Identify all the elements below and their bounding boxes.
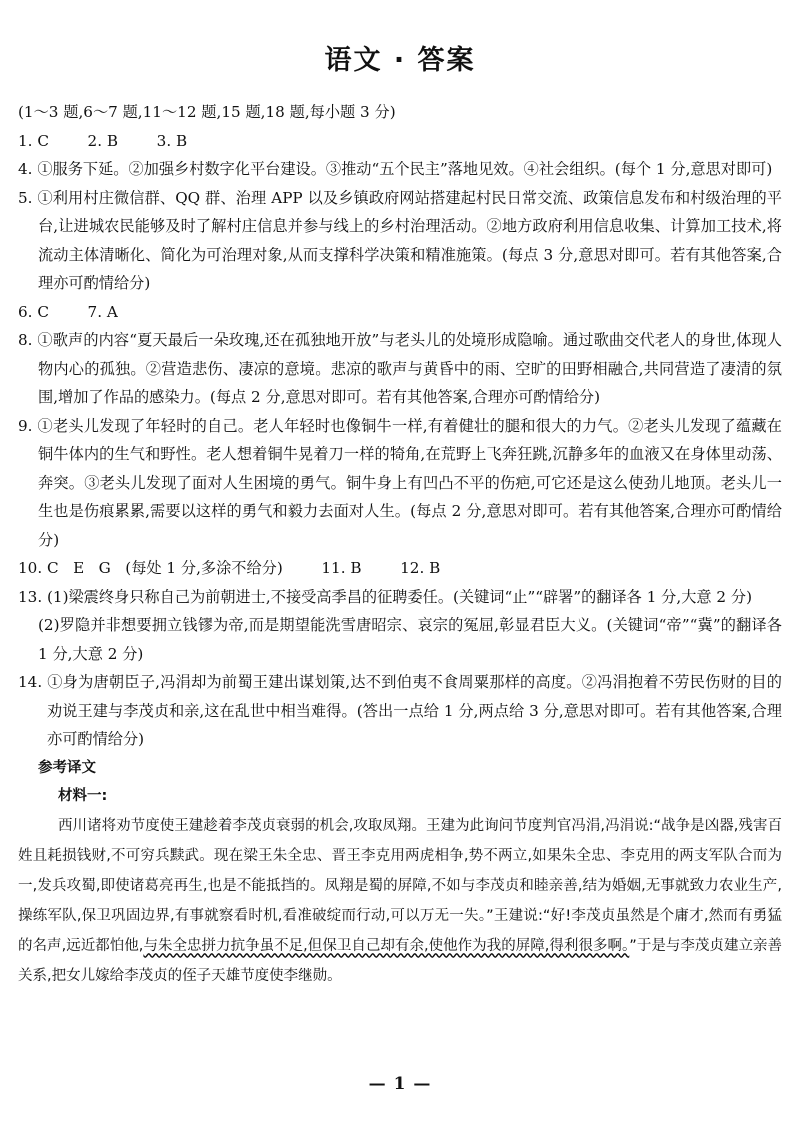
page-number: — 1 — xyxy=(368,1074,432,1094)
answer-8: 8. ①歌声的内容“夏天最后一朵玫瑰,还在孤独地开放”与老头儿的处境形成隐喻。通过歌曲交代老人的身世,体现人物内心的孤独。②营造悲伤、凄凉的意境。悲凉的歌声与黄昏中的雨、空旷的田野相融合,共同营造了凄清的氛围,增加了作品的感染力。(每点 2 分,意思对即可。若有其他答案,合理亦可酌情给分) xyxy=(18,331,782,406)
answer-14: 14. ①身为唐朝臣子,冯涓却为前蜀王建出谋划策,达不到伯夷不食周粟那样的高度。②冯涓抱着不劳民伤财的目的劝说王建与李茂贞和亲,这在乱世中相当难得。(答出一点给 1 分,两点给 3 分,意思对即可。若有其他答案,合理亦可酌情给分) xyxy=(18,673,782,748)
answer-13-2: (2)罗隐并非想要拥立钱镠为帝,而是期望能洗雪唐昭宗、哀宗的冤屈,彰显君臣大义。(关键词“帝”“冀”的翻译各 1 分,大意 2 分) xyxy=(38,616,782,663)
answer-4: 4. ①服务下延。②加强乡村数字化平台建设。③推动“五个民主”落地见效。④社会组织。(每个 1 分,意思对即可) xyxy=(18,160,773,178)
answers-1-3: 1. C 2. B 3. B xyxy=(18,131,188,150)
answer-content xyxy=(18,98,782,991)
answer-9: 9. ①老头儿发现了年轻时的自己。老人年轻时也像铜牛一样,有着健壮的腿和很大的力气。②老头儿发现了蕴藏在铜牛体内的生气和野性。老人想着铜牛晃着刀一样的犄角,在荒野上飞奔狂跳,沉静多年的血液又在身体里动荡、奔突。③老头儿发现了面对人生困境的勇气。铜牛身上有凹凸不平的伤疤,可它还是这么使劲儿地顶。老头儿一生也是伤痕累累,需要以这样的勇气和毅力去面对人生。(每点 2 分,意思对即可。若有其他答案,合理亦可酌情给分) xyxy=(18,416,782,549)
translation-paragraph xyxy=(18,811,782,991)
translation-end: ”于是与李茂贞建立亲善关系,把女儿嫁给李茂贞的侄子天雄节度使李继勋。 xyxy=(18,937,783,984)
answer-5: 5. ①利用村庄微信群、QQ 群、治理 APP 以及乡镇政府网站搭建起村民日常交流、政策信息发布和村级治理的平台,让进城农民能够及时了解村庄信息并参与线上的乡村治理活动。②地方政府利用信息收集、计算加工技术,将流动主体清晰化、简化为可治理对象,从而支撑科学决策和精准施策。(每点 3 分,意思对即可。若有其他答案,合理亦可酌情给分) xyxy=(18,188,782,292)
page-title: 语文 · 答案 xyxy=(324,45,476,76)
answers-10-12: 10. C E G (每处 1 分,多涂不给分) 11. B 12. B xyxy=(18,559,441,577)
scoring-note: (1～3 题,6～7 题,11～12 题,15 题,18 题,每小题 3 分) xyxy=(18,103,396,121)
answers-6-7: 6. C 7. A xyxy=(18,302,118,321)
material-1-heading: 材料一: xyxy=(58,788,108,804)
translation-wavy-underlined: 与朱全忠拼力抗争虽不足,但保卫自己却有余,使他作为我的屏障,得利很多啊。 xyxy=(143,937,630,954)
translation-main: 西川诸将劝节度使王建趁着李茂贞衰弱的机会,攻取凤翔。王建为此询问节度判官冯涓,冯涓说:“战争是凶器,残害百姓且耗损钱财,不可穷兵黩武。现在梁王朱全忠、晋王李克用两虎相争,势不两立,如果朱全忠、李克用的两支军队合而为一,发兵攻蜀,即使诸葛亮再生,也是不能抵挡的。凤翔是蜀的屏障,不如与李茂贞和睦亲善,结为婚姻,无事就致力农业生产,操练军队,保卫巩固边界,有事就察看时机,看准破绽而行动,可以万无一失。”王建说:“好!李茂贞虽然是个庸才,然而有勇猛的名声,远近都怕他, xyxy=(18,817,782,954)
answer-13-1: 13. (1)梁震终身只称自己为前朝进士,不接受高季昌的征聘委任。(关键词“止”“辟署”的翻译各 1 分,大意 2 分) xyxy=(18,587,753,606)
reference-translation-heading: 参考译文 xyxy=(38,759,96,776)
